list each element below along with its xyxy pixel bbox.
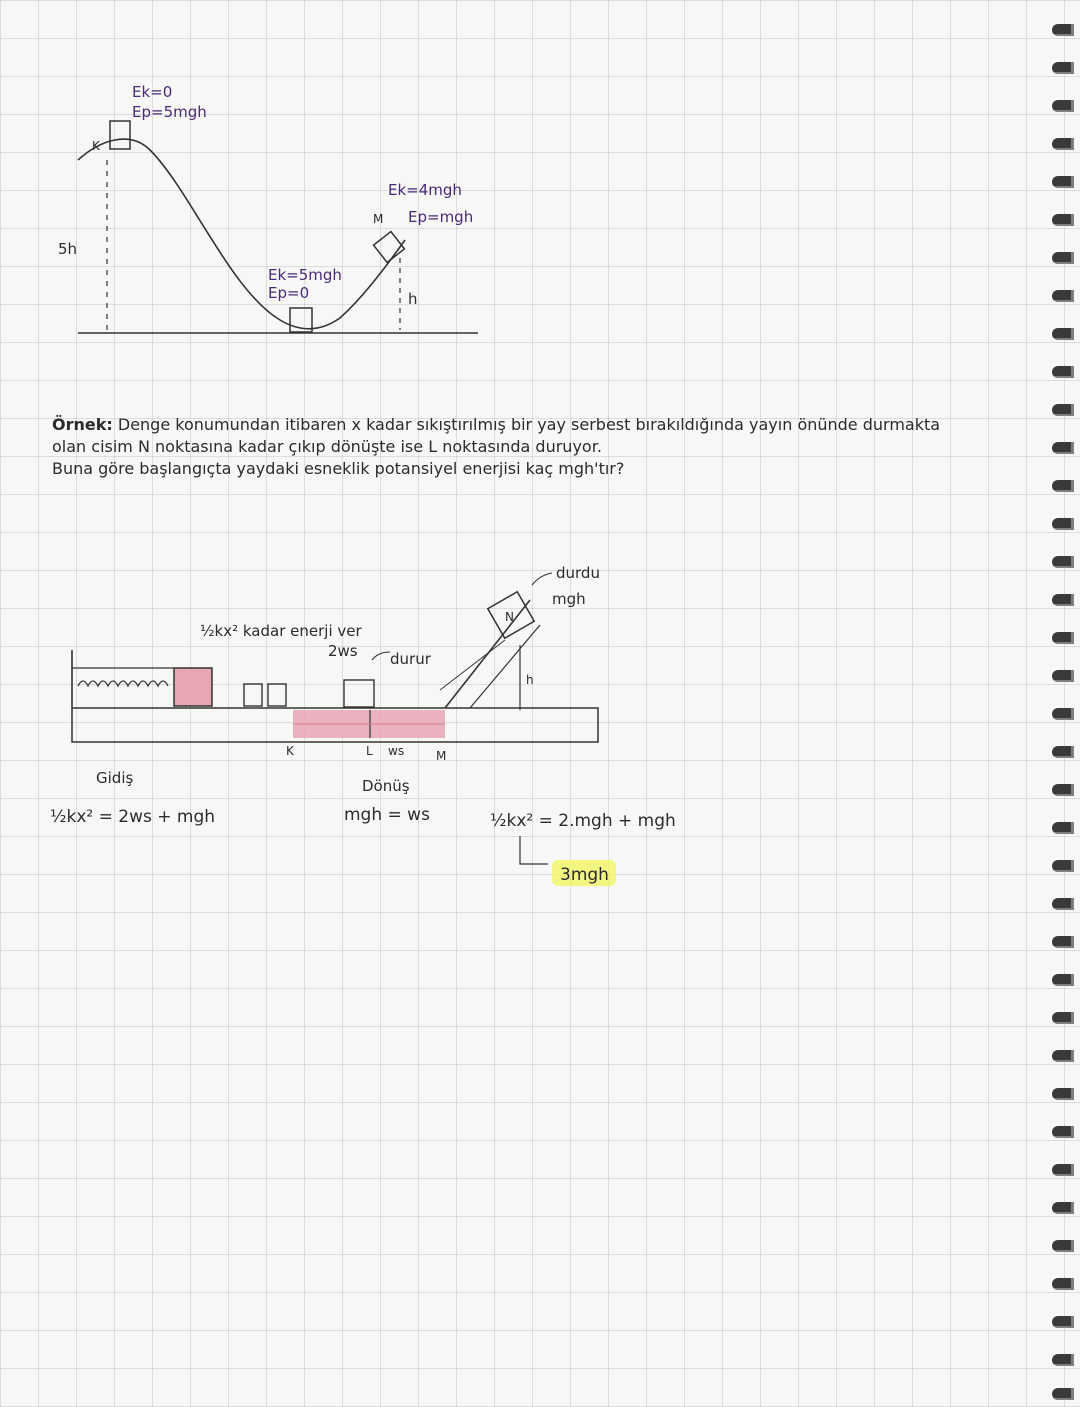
durur-arrow: [372, 652, 390, 660]
spiral-ring: [1052, 936, 1074, 948]
label-ek-m: Ek=4mgh: [388, 181, 462, 199]
block-on-spring: [174, 668, 212, 706]
spiral-ring: [1052, 1278, 1074, 1290]
spiral-ring: [1052, 1126, 1074, 1138]
question-text: [52, 414, 1012, 480]
spiral-ring: [1052, 1240, 1074, 1252]
gidis-equation: ½kx² = 2ws + mgh: [50, 807, 216, 827]
final-equation: ½kx² = 2.mgh + mgh: [490, 811, 676, 831]
label-k: K: [92, 139, 100, 153]
answer-arrow: [520, 836, 548, 864]
example-prefix: Örnek:: [52, 415, 113, 434]
label-h: h: [408, 290, 418, 308]
track-diagram: [58, 83, 478, 333]
block-moving-1: [244, 684, 262, 706]
spiral-ring: [1052, 746, 1074, 758]
spiral-ring: [1052, 632, 1074, 644]
spiral-ring: [1052, 100, 1074, 112]
spiral-ring: [1052, 860, 1074, 872]
spiral-ring: [1052, 328, 1074, 340]
label-ep-top: Ep=5mgh: [132, 103, 207, 121]
block-moving-2: [268, 684, 286, 706]
label-k2: K: [286, 744, 294, 758]
label-m2: M: [436, 749, 447, 763]
answer-value: 3mgh: [560, 865, 609, 885]
spiral-ring: [1052, 670, 1074, 682]
label-ek-bottom: Ek=5mgh: [268, 266, 342, 284]
spiral-ring: [1052, 24, 1074, 36]
label-ws: ws: [388, 744, 405, 758]
label-durdu: durdu: [556, 564, 600, 582]
label-ek-top: Ek=0: [132, 83, 173, 101]
spiral-ring: [1052, 898, 1074, 910]
spiral-ring: [1052, 784, 1074, 796]
spiral-ring: [1052, 480, 1074, 492]
solution: [50, 769, 676, 886]
donus-label: Dönüş: [362, 777, 410, 795]
durdu-arrow: [532, 573, 552, 585]
spiral-ring: [1052, 1202, 1074, 1214]
spiral-ring: [1052, 518, 1074, 530]
label-ep-bottom: Ep=0: [268, 284, 310, 302]
spiral-ring: [1052, 366, 1074, 378]
spiral-ring: [1052, 176, 1074, 188]
spiral-ring: [1052, 1050, 1074, 1062]
spiral-ring: [1052, 404, 1074, 416]
spiral-ring: [1052, 214, 1074, 226]
spiral-ring: [1052, 1012, 1074, 1024]
spiral-ring: [1052, 708, 1074, 720]
spiral-ring: [1052, 822, 1074, 834]
label-n: N: [505, 610, 514, 624]
spiral-ring: [1052, 1164, 1074, 1176]
spiral-ring: [1052, 442, 1074, 454]
spiral-ring: [1052, 138, 1074, 150]
question-line-2: olan cisim N noktasına kadar çıkıp dönüşte ise L noktasında duruyor.: [52, 437, 602, 456]
spiral-ring: [1052, 1088, 1074, 1100]
spiral-ring: [1052, 62, 1074, 74]
label-5h: 5h: [58, 240, 78, 258]
spiral-ring: [1052, 594, 1074, 606]
label-ep-m: Ep=mgh: [408, 208, 474, 226]
label-m: M: [373, 212, 384, 226]
question-line-1-text: Denge konumundan itibaren x kadar sıkıştırılmış bir yay serbest bırakıldığında yayın önünde durmakta: [117, 415, 941, 434]
gidis-label: Gidiş: [96, 769, 134, 787]
label-l: L: [366, 744, 373, 758]
spiral-ring: [1052, 252, 1074, 264]
spiral-ring: [1052, 290, 1074, 302]
block-l: [344, 680, 374, 707]
question-line-3: Buna göre başlangıçta yaydaki esneklik potansiyel enerjisi kaç mgh'tır?: [52, 459, 625, 478]
spring-diagram: [72, 564, 600, 763]
return-arrow: [440, 640, 505, 690]
label-2ws: 2ws: [328, 642, 358, 660]
label-mgh-top: mgh: [552, 590, 586, 608]
spiral-ring: [1052, 974, 1074, 986]
donus-equation: mgh = ws: [344, 805, 430, 825]
spring-coil: [78, 681, 168, 686]
spiral-ring: [1052, 1388, 1074, 1400]
track-curve: [78, 139, 405, 329]
block-top: [110, 121, 130, 149]
question-line-1: [52, 414, 1012, 436]
label-h-ramp: h: [526, 673, 534, 687]
label-energy-note: ½kx² kadar enerji ver: [200, 622, 362, 640]
spiral-ring: [1052, 1354, 1074, 1366]
spiral-ring: [1052, 556, 1074, 568]
spiral-ring: [1052, 1316, 1074, 1328]
label-durur: durur: [390, 650, 431, 668]
